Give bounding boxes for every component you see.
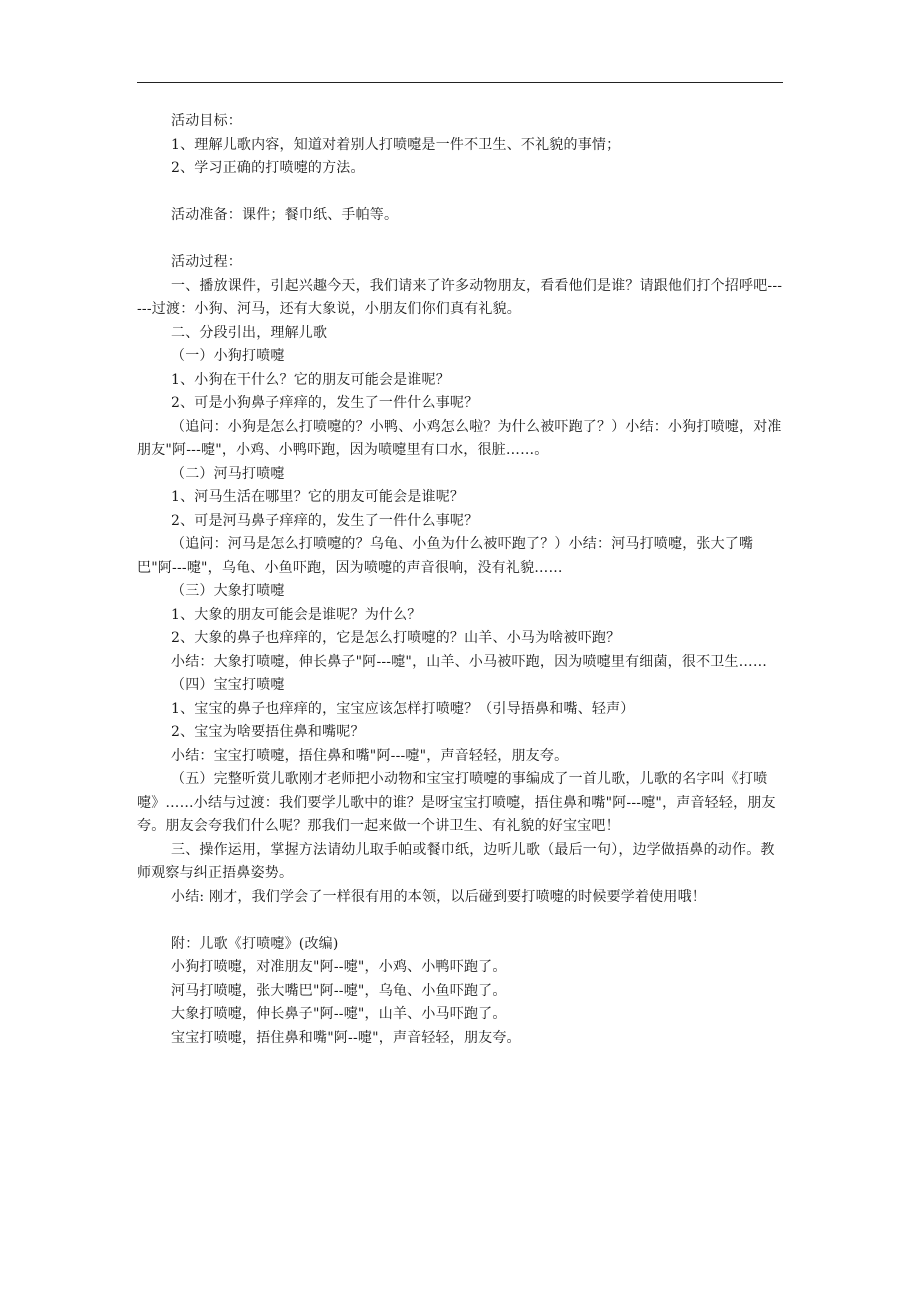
elephant-question-2: 2、大象的鼻子也痒痒的，它是怎么打喷嚏的？山羊、小马为啥被吓跑？ [171, 630, 621, 646]
rhyme-line: 小狗打喷嚏，对准朋友"阿--嚏"，小鸡、小鸭吓跑了。 [171, 959, 507, 975]
prep-line: 活动准备：课件；餐巾纸、手帕等。 [171, 207, 399, 223]
header-rule [137, 82, 783, 83]
dog-question-2: 2、可是小狗鼻子痒痒的，发生了一件什么事呢？ [171, 395, 479, 411]
document-body [137, 110, 783, 1050]
rhyme-line: 河马打喷嚏，张大嘴巴"阿--嚏"，乌龟、小鱼吓跑了。 [171, 982, 507, 999]
goal-item-2: 2、学习正确的打喷嚏的方法。 [171, 160, 365, 176]
elephant-section-title: （三）大象打喷嚏 [171, 583, 285, 599]
elephant-question-1: 1、大象的朋友可能会是谁呢？为什么？ [171, 606, 422, 623]
step-1: 一、播放课件，引起兴趣今天，我们请来了许多动物朋友，看看他们是谁？请跟他们打个招呼吧------过渡：小狗、河马，还有大象说，小朋友们你们真有礼貌。 [137, 277, 783, 317]
rhyme-line: 大象打喷嚏，伸长鼻子"阿--嚏"，山羊、小马吓跑了。 [171, 1006, 507, 1022]
spacer [137, 181, 783, 205]
spacer [137, 228, 783, 252]
baby-summary: 小结：宝宝打喷嚏，捂住鼻和嘴"阿---嚏"，声音轻轻，朋友夸。 [171, 747, 569, 764]
baby-section-title: （四）宝宝打喷嚏 [171, 677, 285, 693]
dog-summary: （追问：小狗是怎么打喷嚏的？小鸭、小鸡怎么啦？为什么被吓跑了？）小结：小狗打喷嚏，对准朋友"阿---嚏"，小鸡、小鸭吓跑，因为喷嚏里有口水，很脏……。 [137, 418, 782, 458]
dog-question-1: 1、小狗在干什么？它的朋友可能会是谁呢？ [171, 371, 450, 388]
appendix-title: 附：儿歌《打喷嚏》(改编) [171, 935, 339, 952]
step-3: 三、操作运用，掌握方法请幼儿取手帕或餐巾纸，边听儿歌（最后一句），边学做捂鼻的动作。教师观察与纠正捂鼻姿势。 [137, 841, 775, 881]
baby-question-2: 2、宝宝为啥要捂住鼻和嘴呢？ [171, 724, 365, 740]
goal-item-1: 1、理解儿歌内容，知道对着别人打喷嚏是一件不卫生、不礼貌的事情； [171, 136, 621, 153]
elephant-summary: 小结：大象打喷嚏，伸长鼻子"阿---嚏"，山羊、小马被吓跑，因为喷嚏里有细菌，很不卫生…… [171, 653, 768, 670]
final-summary: 小结: 刚才，我们学会了一样很有用的本领，以后碰到要打喷嚏的时候要学着使用哦！ [171, 888, 706, 905]
baby-question-1: 1、宝宝的鼻子也痒痒的，宝宝应该怎样打喷嚏？（引导捂鼻和嘴、轻声） [171, 700, 635, 717]
hippo-question-2: 2、可是河马鼻子痒痒的，发生了一件什么事呢？ [171, 512, 479, 529]
rhyme-line: 宝宝打喷嚏，捂住鼻和嘴"阿--嚏"，声音轻轻，朋友夸。 [171, 1029, 521, 1046]
goals-heading: 活动目标： [171, 113, 242, 129]
spacer [137, 909, 783, 933]
listen-section: （五）完整听赏儿歌刚才老师把小动物和宝宝打喷嚏的事编成了一首儿歌，儿歌的名字叫《打喷嚏》……小结与过渡：我们要学儿歌中的谁？是呀宝宝打喷嚏，捂住鼻和嘴"阿---嚏"，声音轻轻，朋友夸。朋友会夸我们什么呢？那我们一起来做一个讲卫生、有礼貌的好宝宝吧！ [137, 771, 776, 834]
process-heading: 活动过程： [171, 254, 242, 270]
hippo-summary: （追问：河马是怎么打喷嚏的？乌龟、小鱼为什么被吓跑了？）小结：河马打喷嚏，张大了嘴巴"阿---嚏"，乌龟、小鱼吓跑，因为喷嚏的声音很响，没有礼貌…… [137, 536, 754, 576]
dog-section-title: （一）小狗打喷嚏 [171, 348, 285, 364]
step-2: 二、分段引出，理解儿歌 [171, 324, 328, 341]
hippo-section-title: （二）河马打喷嚏 [171, 465, 285, 482]
hippo-question-1: 1、河马生活在哪里？它的朋友可能会是谁呢？ [171, 489, 465, 505]
